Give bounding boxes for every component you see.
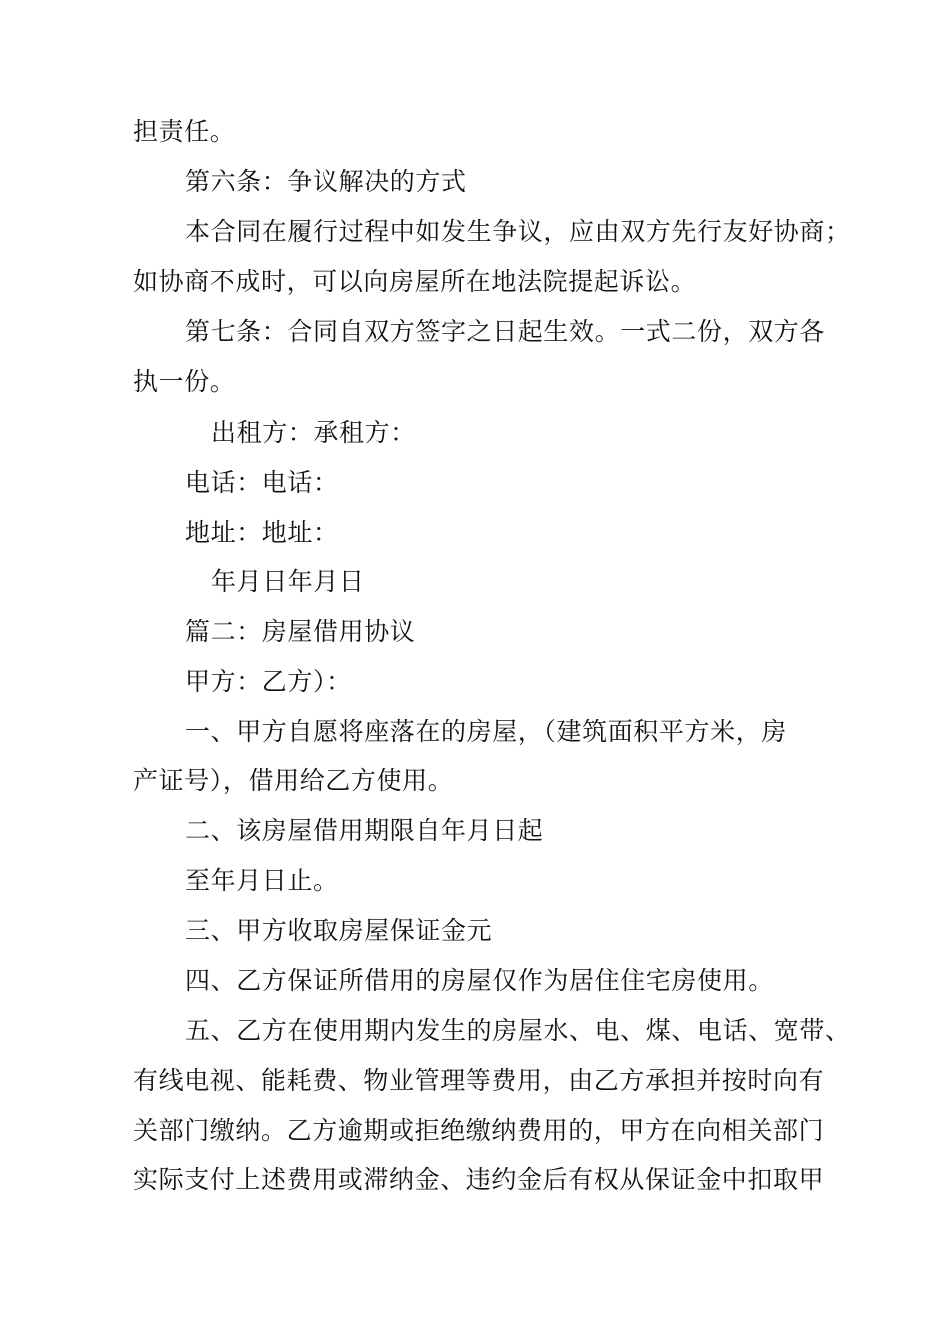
text-line: 本合同在履行过程中如发生争议，应由双方先行友好协商； bbox=[185, 217, 851, 246]
text-line: 担责任。 bbox=[133, 117, 236, 146]
text-line: 关部门缴纳。乙方逾期或拒绝缴纳费用的，甲方在向相关部门 bbox=[133, 1116, 825, 1145]
text-line: 第七条：合同自双方签字之日起生效。一式二份，双方各 bbox=[185, 317, 826, 346]
address-fields: 地址：地址： bbox=[185, 518, 339, 547]
phone-fields: 电话：电话： bbox=[185, 468, 339, 497]
text-line: 五、乙方在使用期内发生的房屋水、电、煤、电话、宽带、 bbox=[185, 1016, 851, 1045]
text-line: 如协商不成时，可以向房屋所在地法院提起诉讼。 bbox=[133, 267, 697, 296]
text-line: 有线电视、能耗费、物业管理等费用，由乙方承担并按时向有 bbox=[133, 1066, 825, 1095]
text-line: 三、甲方收取房屋保证金元 bbox=[185, 916, 493, 945]
text-line: 至年月日止。 bbox=[185, 866, 339, 895]
text-line: 执一份。 bbox=[133, 367, 236, 396]
text-line: 产证号），借用给乙方使用。 bbox=[133, 766, 454, 795]
text-line: 一、甲方自愿将座落在的房屋，（建筑面积平方米，房 bbox=[185, 717, 787, 746]
text-line: 二、该房屋借用期限自年月日起 bbox=[185, 816, 544, 845]
text-line: 实际支付上述费用或滞纳金、违约金后有权从保证金中扣取甲 bbox=[133, 1165, 825, 1194]
signature-parties: 出租方：承租方： bbox=[211, 418, 416, 447]
parties-line: 甲方：乙方）： bbox=[185, 667, 352, 696]
text-line: 四、乙方保证所借用的房屋仅作为居住住宅房使用。 bbox=[185, 966, 774, 995]
date-fields: 年月日年月日 bbox=[211, 567, 365, 596]
section-title: 篇二：房屋借用协议 bbox=[185, 617, 416, 646]
section-heading: 第六条：争议解决的方式 bbox=[185, 167, 467, 196]
